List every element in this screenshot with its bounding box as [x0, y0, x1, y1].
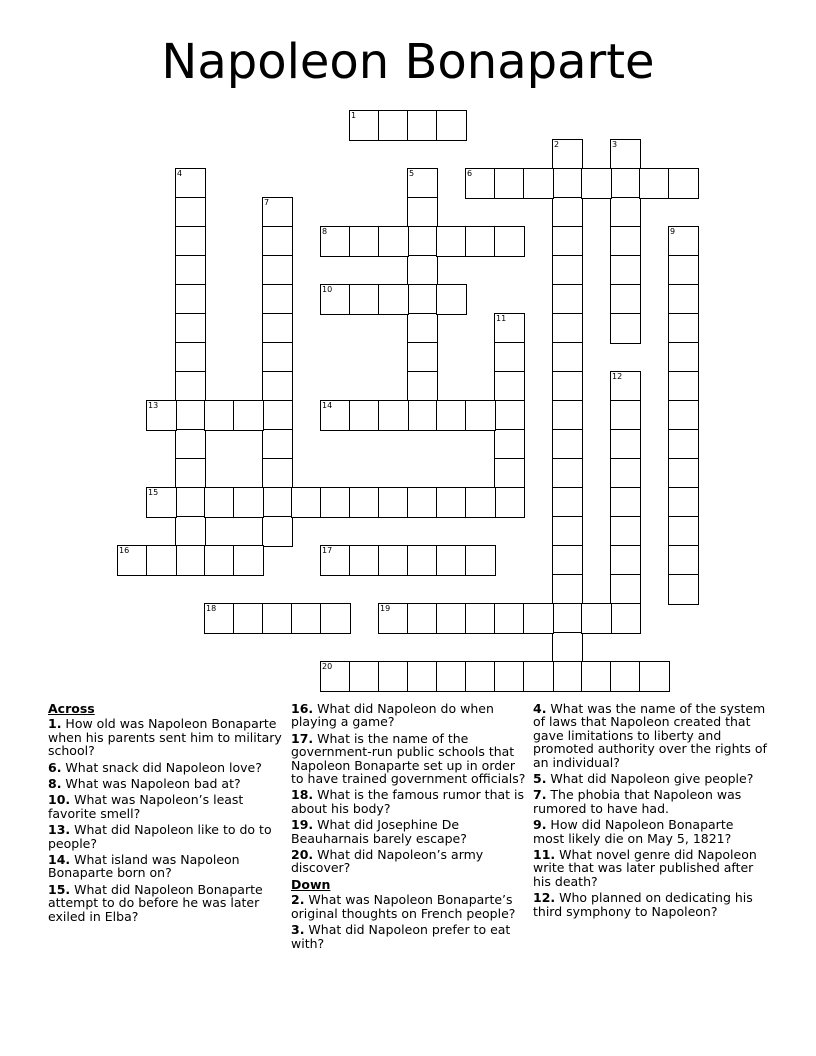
clue-item-number: 7.	[533, 787, 547, 803]
grid-cell[interactable]	[378, 661, 409, 692]
clue-item-text: What did Napoleon’s army discover?	[291, 847, 484, 876]
grid-cell[interactable]	[610, 603, 641, 634]
clue-item-number: 4.	[533, 701, 547, 716]
clue-item-number: 15.	[48, 881, 71, 897]
grid-cell[interactable]	[610, 487, 641, 518]
clue-number: 15	[148, 488, 159, 497]
grid-cell[interactable]	[494, 313, 525, 344]
grid-cell[interactable]	[552, 400, 583, 431]
clue-number: 2	[554, 140, 560, 149]
grid-cell[interactable]	[175, 487, 206, 518]
clue-item-text: What was Napoleon’s least favorite smell?	[48, 792, 244, 821]
grid-cell[interactable]	[262, 197, 293, 228]
clue-item-number: 14.	[48, 852, 71, 868]
grid-cell[interactable]	[494, 487, 525, 518]
grid-cell[interactable]	[175, 400, 206, 431]
grid-cell[interactable]	[494, 371, 525, 402]
grid-cell[interactable]	[436, 603, 467, 634]
grid-cell[interactable]	[552, 197, 583, 228]
grid-cell[interactable]	[175, 545, 206, 576]
clue-item	[533, 891, 768, 918]
grid-cell[interactable]	[407, 400, 438, 431]
grid-cell[interactable]	[581, 661, 612, 692]
grid-cell[interactable]	[407, 545, 438, 576]
grid-cell[interactable]	[552, 139, 583, 170]
grid-cell[interactable]	[523, 661, 554, 692]
clue-number: 3	[612, 140, 618, 149]
grid-cell[interactable]	[407, 197, 438, 228]
grid-cell[interactable]	[610, 168, 641, 199]
grid-cell[interactable]	[146, 545, 177, 576]
grid-cell[interactable]	[262, 458, 293, 489]
clue-number: 18	[206, 604, 217, 613]
grid-cell[interactable]	[668, 400, 699, 431]
grid-cell[interactable]	[610, 429, 641, 460]
grid-cell[interactable]	[204, 603, 235, 634]
grid-cell[interactable]	[262, 400, 293, 431]
grid-cell[interactable]	[552, 255, 583, 286]
grid-cell[interactable]	[262, 284, 293, 315]
grid-cell[interactable]	[175, 197, 206, 228]
grid-cell[interactable]	[668, 313, 699, 344]
grid-cell[interactable]	[233, 603, 264, 634]
clue-item-number: 5.	[533, 771, 547, 787]
clue-number: 17	[322, 546, 333, 555]
grid-cell[interactable]	[610, 574, 641, 605]
grid-cell[interactable]	[175, 458, 206, 489]
grid-cell[interactable]	[407, 661, 438, 692]
grid-cell[interactable]	[465, 168, 496, 199]
clue-item-number: 2.	[291, 892, 305, 908]
grid-cell[interactable]	[552, 313, 583, 344]
grid-cell[interactable]	[610, 661, 641, 692]
grid-cell[interactable]	[233, 487, 264, 518]
grid-cell[interactable]	[610, 255, 641, 286]
clue-item-text: The phobia that Napoleon was rumored to have had.	[533, 787, 742, 816]
grid-cell[interactable]	[407, 284, 438, 315]
grid-cell[interactable]	[262, 313, 293, 344]
across-clue-list-continued	[291, 702, 531, 875]
grid-cell[interactable]	[552, 226, 583, 257]
grid-cell[interactable]	[610, 458, 641, 489]
clue-item	[48, 853, 283, 880]
grid-cell[interactable]	[465, 400, 496, 431]
clue-number: 1	[351, 111, 357, 120]
clue-item	[533, 702, 768, 769]
clue-item-number: 17.	[291, 730, 314, 746]
grid-cell[interactable]	[610, 516, 641, 547]
grid-cell[interactable]	[349, 661, 380, 692]
clue-number: 13	[148, 401, 159, 410]
grid-cell[interactable]	[494, 458, 525, 489]
grid-cell[interactable]	[610, 197, 641, 228]
grid-cell[interactable]	[320, 487, 351, 518]
grid-cell[interactable]	[204, 400, 235, 431]
grid-cell[interactable]	[610, 371, 641, 402]
grid-cell[interactable]	[262, 255, 293, 286]
grid-cell[interactable]	[291, 603, 322, 634]
grid-cell[interactable]	[436, 545, 467, 576]
grid-cell[interactable]	[320, 226, 351, 257]
grid-cell[interactable]	[349, 487, 380, 518]
clue-item	[291, 923, 531, 950]
grid-cell[interactable]	[523, 168, 554, 199]
clue-item	[533, 788, 768, 815]
clue-column-3	[533, 702, 768, 921]
grid-cell[interactable]	[349, 400, 380, 431]
grid-cell[interactable]	[552, 632, 583, 663]
clue-item	[48, 717, 283, 757]
clue-number: 5	[409, 169, 415, 178]
grid-cell[interactable]	[668, 545, 699, 576]
grid-cell[interactable]	[552, 516, 583, 547]
grid-cell[interactable]	[407, 342, 438, 373]
grid-cell[interactable]	[175, 284, 206, 315]
clue-item-number: 8.	[48, 776, 62, 792]
clue-item-text: What did Napoleon do when playing a game?	[291, 701, 494, 730]
clue-item-text: What island was Napoleon Bonaparte born on?	[48, 852, 240, 881]
grid-cell[interactable]	[320, 661, 351, 692]
grid-cell[interactable]	[262, 371, 293, 402]
across-heading: Across	[48, 701, 95, 716]
grid-cell[interactable]	[233, 400, 264, 431]
grid-cell[interactable]	[320, 284, 351, 315]
grid-cell[interactable]	[552, 168, 583, 199]
grid-cell[interactable]	[552, 429, 583, 460]
grid-cell[interactable]	[407, 168, 438, 199]
grid-cell[interactable]	[407, 487, 438, 518]
clue-item-number: 19.	[291, 817, 314, 833]
grid-cell[interactable]	[262, 516, 293, 547]
grid-cell[interactable]	[668, 487, 699, 518]
clue-number: 20	[322, 662, 333, 671]
clue-item	[291, 702, 531, 729]
grid-cell[interactable]	[668, 255, 699, 286]
grid-cell[interactable]	[552, 371, 583, 402]
grid-cell[interactable]	[378, 603, 409, 634]
grid-cell[interactable]	[668, 226, 699, 257]
grid-cell[interactable]	[407, 371, 438, 402]
grid-cell[interactable]	[175, 342, 206, 373]
across-clue-list	[48, 717, 283, 923]
grid-cell[interactable]	[407, 110, 438, 141]
grid-cell[interactable]	[262, 429, 293, 460]
grid-cell[interactable]	[117, 545, 148, 576]
grid-cell[interactable]	[378, 400, 409, 431]
clue-item-number: 18.	[291, 787, 314, 803]
clue-item-number: 10.	[48, 792, 71, 808]
grid-cell[interactable]	[378, 110, 409, 141]
grid-cell[interactable]	[436, 284, 467, 315]
grid-cell[interactable]	[465, 603, 496, 634]
clue-item-text: What did Napoleon Bonaparte attempt to do before he was later exiled in Elba?	[48, 881, 263, 924]
grid-cell[interactable]	[668, 284, 699, 315]
grid-cell[interactable]	[349, 545, 380, 576]
grid-cell[interactable]	[320, 603, 351, 634]
down-clue-list-continued	[533, 702, 768, 918]
grid-cell[interactable]	[552, 574, 583, 605]
clue-item-text: How old was Napoleon Bonaparte when his parents sent him to military school?	[48, 716, 282, 759]
grid-cell[interactable]	[407, 313, 438, 344]
grid-cell[interactable]	[465, 545, 496, 576]
clue-number: 12	[612, 372, 623, 381]
grid-cell[interactable]	[291, 487, 322, 518]
grid-cell[interactable]	[552, 342, 583, 373]
clue-item-number: 6.	[48, 759, 62, 775]
grid-cell[interactable]	[668, 371, 699, 402]
page-title: Napoleon Bonaparte	[161, 34, 655, 90]
clue-number: 9	[670, 227, 676, 236]
grid-cell[interactable]	[320, 545, 351, 576]
clue-item	[533, 848, 768, 888]
clue-item	[291, 893, 531, 920]
clue-number: 6	[467, 169, 473, 178]
grid-cell[interactable]	[610, 226, 641, 257]
grid-cell[interactable]	[552, 487, 583, 518]
grid-cell[interactable]	[146, 487, 177, 518]
clue-item-number: 20.	[291, 847, 314, 863]
grid-cell[interactable]	[639, 661, 670, 692]
grid-cell[interactable]	[465, 661, 496, 692]
grid-cell[interactable]	[175, 516, 206, 547]
clue-item-number: 16.	[291, 701, 314, 716]
grid-cell[interactable]	[175, 168, 206, 199]
clue-item-text: What did Napoleon give people?	[546, 771, 754, 787]
grid-cell[interactable]	[233, 545, 264, 576]
clue-item-number: 3.	[291, 922, 305, 938]
grid-cell[interactable]	[407, 603, 438, 634]
clue-number: 11	[496, 314, 507, 323]
grid-cell[interactable]	[436, 487, 467, 518]
grid-cell[interactable]	[494, 429, 525, 460]
clue-item-text: What was Napoleon Bonaparte’s original thoughts on French people?	[291, 892, 516, 921]
clue-item-text: What snack did Napoleon love?	[61, 759, 262, 775]
clue-number: 19	[380, 604, 391, 613]
grid-cell[interactable]	[668, 342, 699, 373]
grid-cell[interactable]	[378, 487, 409, 518]
clue-item	[291, 818, 531, 845]
clue-item-number: 11.	[533, 847, 556, 863]
grid-cell[interactable]	[407, 255, 438, 286]
grid-cell[interactable]	[146, 400, 177, 431]
grid-cell[interactable]	[668, 429, 699, 460]
clue-item-text: What is the name of the government-run public schools that Napoleon Bonaparte set up in order to have trained government officials?	[291, 730, 526, 787]
clue-column-1	[48, 702, 283, 926]
clue-item-text: What did Napoleon like to do to people?	[48, 822, 272, 851]
grid-cell[interactable]	[668, 458, 699, 489]
grid-cell[interactable]	[175, 429, 206, 460]
grid-cell[interactable]	[494, 400, 525, 431]
clue-item-text: What did Napoleon prefer to eat with?	[291, 922, 511, 951]
clue-number: 8	[322, 227, 328, 236]
clue-item	[533, 772, 768, 785]
clue-item-number: 13.	[48, 822, 71, 838]
clue-item-text: What is the famous rumor that is about his body?	[291, 787, 525, 816]
clue-item-text: What did Josephine De Beauharnais barely escape?	[291, 817, 467, 846]
grid-cell[interactable]	[552, 458, 583, 489]
grid-cell[interactable]	[494, 342, 525, 373]
grid-cell[interactable]	[378, 284, 409, 315]
grid-cell[interactable]	[407, 226, 438, 257]
clue-item-text: What was Napoleon bad at?	[61, 776, 241, 792]
grid-cell[interactable]	[610, 400, 641, 431]
grid-cell[interactable]	[552, 603, 583, 634]
grid-cell[interactable]	[349, 226, 380, 257]
grid-cell[interactable]	[262, 603, 293, 634]
clue-item	[291, 732, 531, 786]
grid-cell[interactable]	[668, 168, 699, 199]
clue-item	[291, 788, 531, 815]
clue-number: 10	[322, 285, 333, 294]
grid-cell[interactable]	[204, 487, 235, 518]
clue-item	[48, 761, 283, 774]
clue-item	[291, 848, 531, 875]
clue-number: 4	[177, 169, 183, 178]
grid-cell[interactable]	[436, 110, 467, 141]
grid-cell[interactable]	[552, 661, 583, 692]
grid-cell[interactable]	[552, 545, 583, 576]
grid-cell[interactable]	[175, 371, 206, 402]
down-heading: Down	[291, 876, 331, 892]
grid-cell[interactable]	[523, 603, 554, 634]
grid-cell[interactable]	[610, 313, 641, 344]
grid-cell[interactable]	[610, 284, 641, 315]
clue-item-number: 9.	[533, 817, 547, 833]
grid-cell[interactable]	[581, 168, 612, 199]
grid-cell[interactable]	[262, 226, 293, 257]
grid-cell[interactable]	[175, 226, 206, 257]
grid-cell[interactable]	[494, 168, 525, 199]
grid-cell[interactable]	[552, 284, 583, 315]
grid-cell[interactable]	[378, 226, 409, 257]
grid-cell[interactable]	[175, 255, 206, 286]
grid-cell[interactable]	[436, 661, 467, 692]
grid-cell[interactable]	[639, 168, 670, 199]
clue-item-text: How did Napoleon Bonaparte most likely die on May 5, 1821?	[533, 817, 734, 846]
grid-cell[interactable]	[668, 574, 699, 605]
grid-cell[interactable]	[349, 110, 380, 141]
grid-cell[interactable]	[378, 545, 409, 576]
grid-cell[interactable]	[204, 545, 235, 576]
grid-cell[interactable]	[465, 487, 496, 518]
clue-column-2	[291, 702, 531, 953]
down-clue-list	[291, 893, 531, 950]
grid-cell[interactable]	[494, 226, 525, 257]
grid-cell[interactable]	[494, 603, 525, 634]
clue-item-number: 12.	[533, 890, 556, 906]
grid-cell[interactable]	[320, 400, 351, 431]
grid-cell[interactable]	[262, 487, 293, 518]
clue-number: 16	[119, 546, 130, 555]
grid-cell[interactable]	[465, 226, 496, 257]
grid-cell[interactable]	[349, 284, 380, 315]
clue-item-text: What was the name of the system of laws that Napoleon created that gave limitations to liberty and promoted authority over the rights of an individual?	[533, 701, 767, 770]
clue-item	[533, 818, 768, 845]
clue-item	[48, 883, 283, 923]
grid-cell[interactable]	[262, 342, 293, 373]
grid-cell[interactable]	[610, 545, 641, 576]
clue-item	[48, 823, 283, 850]
grid-cell[interactable]	[610, 139, 641, 170]
grid-cell[interactable]	[494, 661, 525, 692]
grid-cell[interactable]	[668, 516, 699, 547]
grid-cell[interactable]	[581, 603, 612, 634]
clue-item-number: 1.	[48, 716, 62, 732]
clue-item	[48, 777, 283, 790]
grid-cell[interactable]	[436, 400, 467, 431]
grid-cell[interactable]	[175, 313, 206, 344]
clue-number: 14	[322, 401, 333, 410]
clue-item-text: What novel genre did Napoleon write that was later published after his death?	[533, 847, 757, 889]
clue-number: 7	[264, 198, 270, 207]
grid-cell[interactable]	[436, 226, 467, 257]
clue-item	[48, 793, 283, 820]
clue-item-text: Who planned on dedicating his third symphony to Napoleon?	[533, 890, 753, 919]
